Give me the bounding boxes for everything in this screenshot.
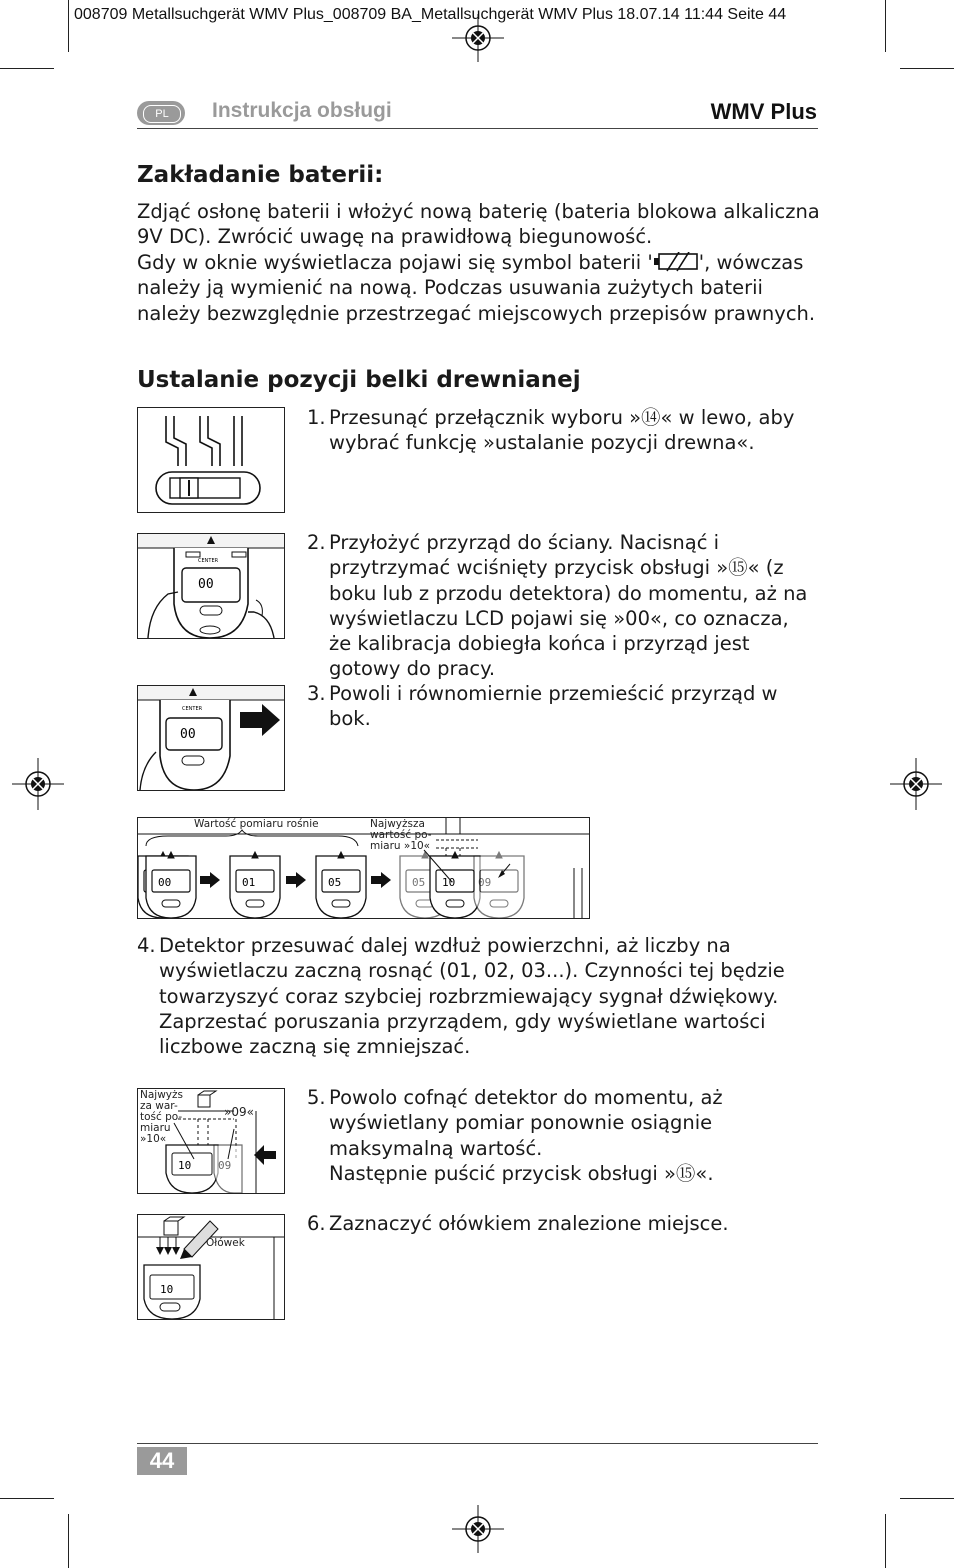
page-number: 44 [137,1447,187,1475]
step-number: 3. [307,682,326,705]
language-badge [137,101,185,125]
step-1 [307,405,817,456]
step-2 [307,530,817,682]
header-divider [137,128,818,129]
step-number: 2. [307,531,326,554]
figure-move-sideways [137,685,285,791]
battery-text-before: Gdy w oknie wyświetlacza pojawi się symbol baterii ' [137,251,653,274]
figure-reading-sequence [137,817,590,919]
wood-heading: Ustalanie pozycji belki drewnianej [137,367,581,393]
fig5-label-value: »09« [224,1105,254,1119]
svg-text:10: 10 [178,1159,192,1172]
figure-pencil-mark [137,1214,285,1320]
step-number: 4. [137,934,156,957]
step-6 [307,1211,817,1236]
battery-paragraph-1: Zdjąć osłonę baterii i włożyć nową baterię (bateria blokowa alkaliczna 9V DC). Zwrócić uwagę na prawidłową biegunowość. [137,200,820,249]
fig5-label-b: za war- [140,1100,178,1112]
step-3 [307,681,817,732]
crop-mark [900,1498,954,1499]
crop-mark [0,68,54,69]
label-max-line3: miaru »10« [370,840,431,852]
crop-mark [885,1514,886,1568]
battery-low-icon [653,252,699,272]
registration-mark-icon [12,758,64,810]
step-text-2: Następnie puścić przycisk obsługi »⑮«. [329,1161,714,1185]
step-text: Przyłożyć przyrząd do ściany. Nacisnąć i przytrzymać wciśnięty przycisk obsługi »⑮« (z boku lub z przodu detektora) do momentu, aż na wyświetlaczu LCD pojawi się »00«, co oznacza, że kalibracja dobiegła końca i przyrząd jest gotowy do pracy. [329,531,808,681]
label-rising: Wartość pomiaru rośnie [194,818,319,830]
svg-text:10: 10 [160,1283,174,1296]
fig5-label-a: Najwyżs [140,1089,183,1101]
registration-mark-icon [890,758,942,810]
figure-step-back [137,1088,285,1194]
step-text: Powolo cofnąć detektor do momentu, aż wyświetlany pomiar ponownie osiągnie maksymalną wartość. [329,1086,723,1160]
crop-mark [68,1514,69,1568]
svg-text:00: 00 [198,577,214,592]
step-number: 1. [307,406,326,429]
crop-mark [900,68,954,69]
step-text: Zaznaczyć ołówkiem znalezione miejsce. [329,1212,729,1235]
manual-title: Instrukcja obsługi [212,99,392,122]
registration-mark-icon [452,1505,504,1553]
pencil-label: Ołówek [206,1237,245,1249]
svg-text:00: 00 [180,727,196,742]
svg-text:05: 05 [328,876,342,889]
svg-text:09: 09 [218,1159,232,1172]
step-5 [307,1085,827,1186]
fig5-label-c: tość po- [140,1111,183,1123]
svg-text:10: 10 [442,876,456,889]
svg-text:00: 00 [158,876,172,889]
registration-mark-icon [452,14,504,62]
crop-mark [885,0,886,52]
svg-text:09: 09 [478,876,492,889]
crop-mark [68,0,69,52]
svg-text:05: 05 [412,876,426,889]
step-4 [137,933,827,1059]
step-text: Powoli i równomiernie przemieścić przyrząd w bok. [329,682,778,731]
fig5-label-d: miaru [140,1122,171,1134]
step-number: 6. [307,1212,326,1235]
language-code: PL [143,105,181,123]
svg-text:CENTER: CENTER [182,706,203,712]
footer-divider [137,1443,818,1444]
model-name: WMV Plus [710,99,817,124]
print-header: 008709 Metallsuchgerät WMV Plus_008709 BA_Metallsuchgerät WMV Plus 18.07.14 11:44 Seite 44 [74,6,787,23]
step-number: 5. [307,1086,326,1109]
step-text: Przesunąć przełącznik wyboru »⑭« w lewo, aby wybrać funkcję »ustalanie pozycji drewna«. [329,406,795,455]
crop-mark [0,1498,54,1499]
svg-text:01: 01 [242,876,256,889]
label-max-line2: wartość po- [370,829,432,841]
svg-text:CENTER: CENTER [198,558,219,564]
battery-text-after: ', wówczas należy ją wymienić na nową. Podczas usuwania zużytych baterii należy bezwzględnie przestrzegać miejscowych przepisów prawnych. [137,251,816,325]
fig5-label-e: »10« [140,1133,167,1145]
figure-switch [137,407,285,513]
figure-calibration [137,533,285,639]
step-text: Detektor przesuwać dalej wzdłuż powierzchni, aż liczby na wyświetlaczu zaczną rosnąć (01, 02, 03...). Czynności tej będzie towarzyszyć coraz szybciej rozbrzmiewający sygnał dźwiękowy. Zaprzestać poruszania przyrządem, gdy wyświetlane wartości liczbowe zaczną się zmniejszać. [159,934,785,1059]
battery-heading: Zakładanie baterii: [137,162,384,188]
battery-paragraph-2 [137,250,827,326]
label-max-line1: Najwyższa [370,818,425,830]
